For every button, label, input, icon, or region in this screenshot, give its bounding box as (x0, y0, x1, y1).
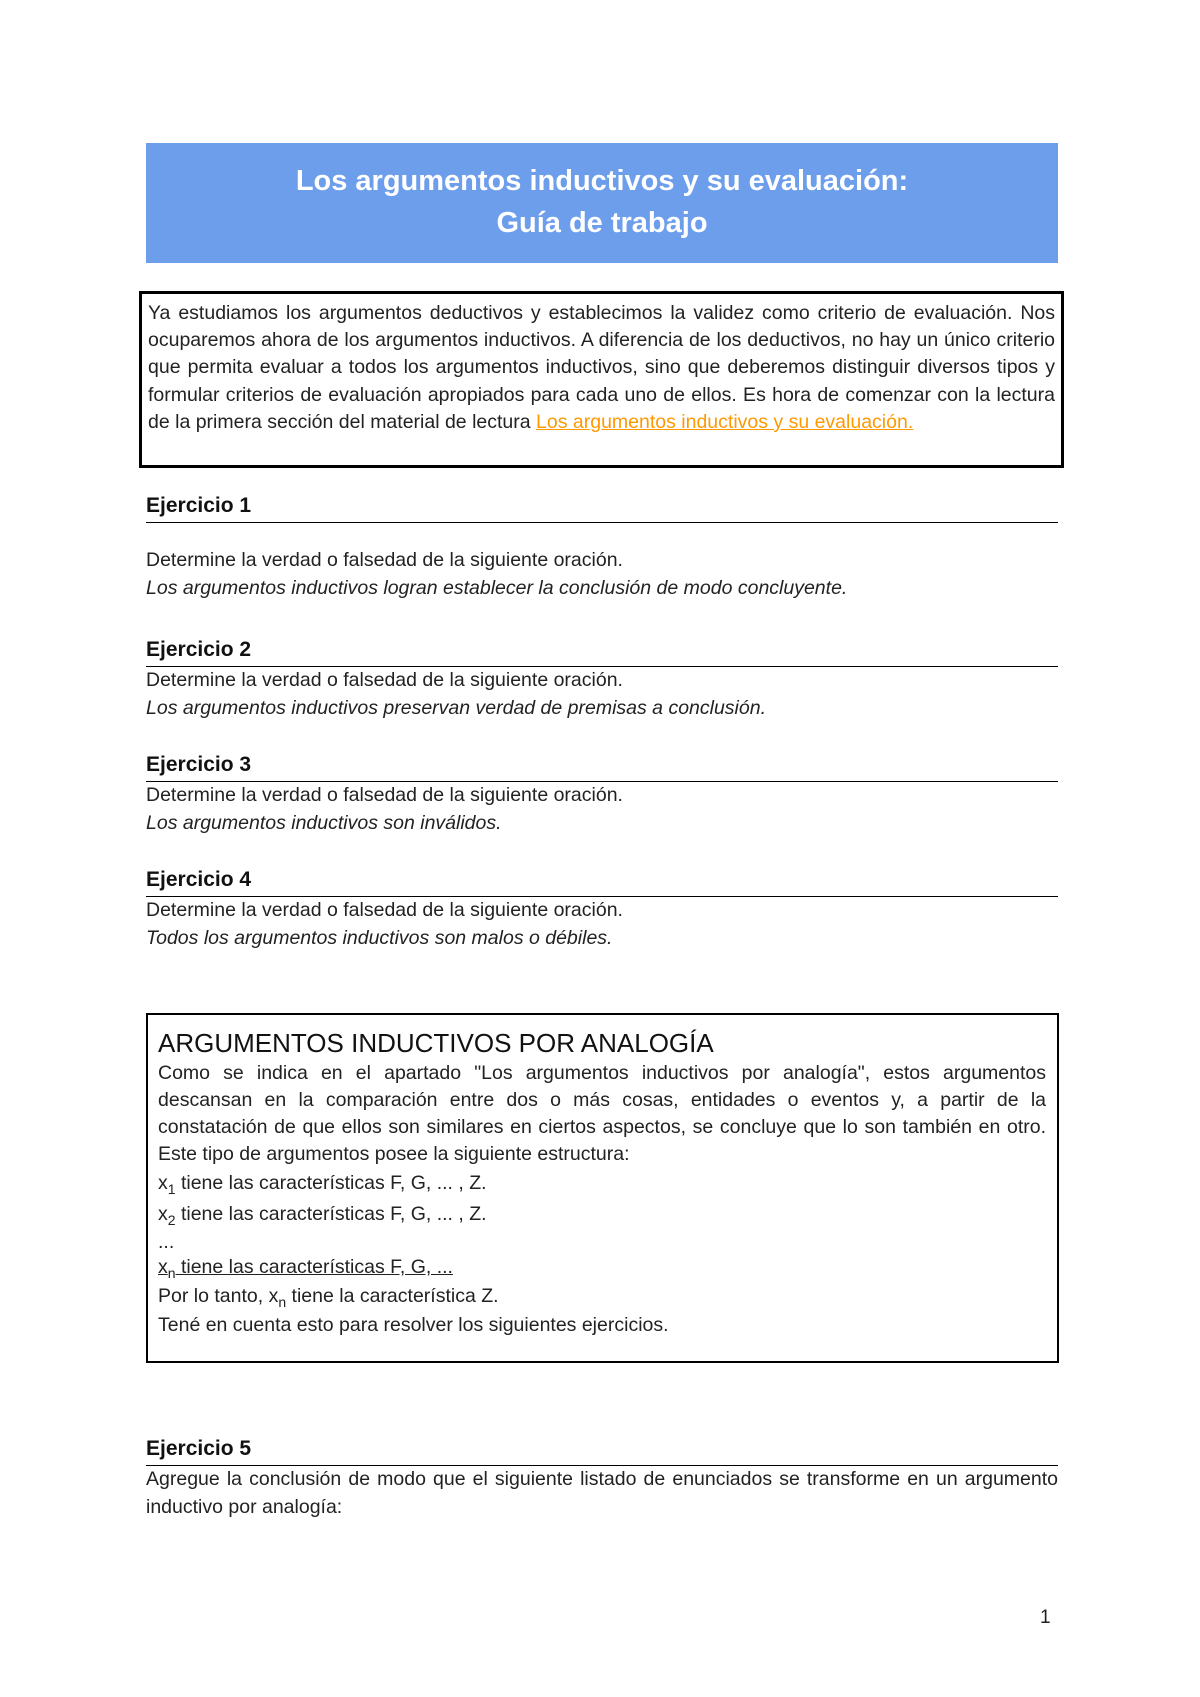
line-2-var: x (158, 1203, 168, 1225)
structure-line-2 (158, 1199, 1046, 1230)
exercise-2-statement: Los argumentos inductivos preservan verdad de premisas a conclusión. (146, 696, 767, 719)
title-line-2: Guía de trabajo (496, 207, 708, 239)
exercise-1 (146, 492, 1058, 602)
exercise-2-heading: Ejercicio 2 (146, 636, 1058, 667)
line-2-text: tiene las características F, G, ... , Z. (175, 1203, 487, 1225)
line-n-sub: n (167, 1265, 176, 1281)
structure-line-1 (158, 1168, 1046, 1199)
exercise-5-instruction: Agregue la conclusión de modo que el siguiente listado de enunciados se transforme en un argumento inductivo por analogía: (146, 1468, 1058, 1518)
exercise-4-heading: Ejercicio 4 (146, 866, 1058, 897)
exercise-5-heading: Ejercicio 5 (146, 1435, 1058, 1466)
page-number: 1 (1040, 1607, 1051, 1628)
exercise-1-heading: Ejercicio 1 (146, 492, 1058, 523)
line-1-sub: 1 (167, 1181, 176, 1197)
intro-text: Ya estudiamos los argumentos deductivos y establecimos la validez como criterio de evaluación. Nos ocuparemos ahora de los argumentos inductivos. A diferencia de los deductivos, no hay un único criterio que permita evaluar a todos los argumentos inductivos, sino que deberemos distinguir diversos tipos y formular criterios de evaluación apropiados para cada uno de ellos. Es hora de comenzar con la lectura de la primera sección del material de lectura (148, 302, 1055, 433)
conclusion-prefix: Por lo tanto, x (158, 1285, 279, 1307)
line-2-sub: 2 (167, 1212, 176, 1228)
exercise-2 (146, 636, 1058, 722)
analogy-title: ARGUMENTOS INDUCTIVOS POR ANALOGÍA (158, 1028, 714, 1058)
structure-ellipsis: ... (158, 1231, 175, 1253)
line-n-var: x (158, 1256, 168, 1278)
conclusion-text: tiene la característica Z. (286, 1285, 499, 1307)
exercise-4-statement: Todos los argumentos inductivos son malos o débiles. (146, 926, 613, 949)
analogy-description: Como se indica en el apartado "Los argumentos inductivos por analogía", estos argumentos descansan en la comparación entre dos o más cosas, entidades o eventos y, a partir de la constatación de que ellos son similares en ciertos aspectos, se concluye que lo son también en otro. Este tipo de argumentos posee la siguiente estructura: (158, 1062, 1046, 1165)
exercise-1-statement: Los argumentos inductivos logran establecer la conclusión de modo concluyente. (146, 576, 848, 599)
intro-box (139, 291, 1064, 468)
exercise-4-body (146, 897, 1058, 952)
exercise-3 (146, 751, 1058, 837)
exercise-3-heading: Ejercicio 3 (146, 751, 1058, 782)
exercise-3-statement: Los argumentos inductivos son inválidos. (146, 811, 502, 834)
analogy-box (146, 1013, 1059, 1363)
title-line-1: Los argumentos inductivos y su evaluación: (295, 165, 909, 197)
exercise-2-body (146, 667, 1058, 722)
exercise-5-body (146, 1466, 1058, 1521)
exercise-3-body (146, 782, 1058, 837)
title-banner (146, 143, 1058, 263)
exercise-1-instruction: Determine la verdad o falsedad de la siguiente oración. (146, 549, 623, 571)
structure-conclusion (158, 1281, 1046, 1312)
line-1-var: x (158, 1172, 168, 1194)
exercise-3-instruction: Determine la verdad o falsedad de la siguiente oración. (146, 784, 623, 806)
exercise-5 (146, 1435, 1058, 1521)
analogy-note: Tené en cuenta esto para resolver los siguientes ejercicios. (158, 1314, 669, 1336)
reading-material-link[interactable]: Los argumentos inductivos y su evaluación. (536, 410, 914, 433)
exercise-2-instruction: Determine la verdad o falsedad de la siguiente oración. (146, 669, 623, 691)
structure-line-n (158, 1254, 1046, 1281)
exercise-4 (146, 866, 1058, 952)
exercise-4-instruction: Determine la verdad o falsedad de la siguiente oración. (146, 899, 623, 921)
conclusion-sub: n (278, 1294, 287, 1310)
exercise-1-body (146, 547, 1058, 602)
line-n-text: tiene las características F, G, ... (175, 1256, 453, 1278)
line-1-text: tiene las características F, G, ... , Z. (175, 1172, 487, 1194)
